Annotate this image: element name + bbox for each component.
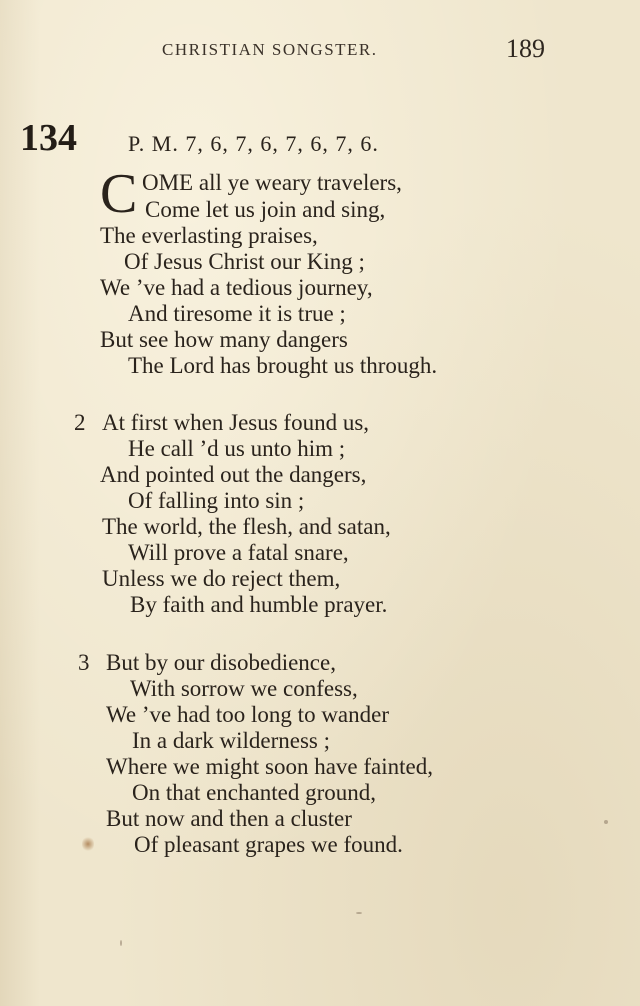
verse3-line-2: With sorrow we confess, <box>130 676 358 701</box>
verse2-line-4: Of falling into sin ; <box>128 488 305 513</box>
hymn-meter: P. M. 7, 6, 7, 6, 7, 6, 7, 6. <box>128 131 379 156</box>
verse1-line-7: But see how many dangers <box>100 327 348 352</box>
verse1-line-6: And tiresome it is true ; <box>128 301 346 326</box>
verse3-line-3: We ’ve had too long to wander <box>106 702 390 727</box>
hymn-number: 134 <box>20 117 77 159</box>
verse3-line-5: Where we might soon have fainted, <box>106 754 433 779</box>
verse3-line-8: Of pleasant grapes we found. <box>134 832 403 857</box>
verse2-number: 2 <box>74 410 86 435</box>
verse1-line-4: Of Jesus Christ our King ; <box>124 249 365 274</box>
verse1-line-5: We ’ve had a tedious journey, <box>100 275 373 300</box>
verse1-line-2: Come let us join and sing, <box>145 197 386 222</box>
verse2-line-7: Unless we do reject them, <box>102 566 341 591</box>
verse3-number: 3 <box>78 650 90 675</box>
verse2-line-3: And pointed out the dangers, <box>100 462 367 487</box>
verse3-line-7: But now and then a cluster <box>106 806 352 831</box>
paper-speck <box>356 912 362 914</box>
verse2-line-2: He call ’d us unto him ; <box>128 436 346 461</box>
paper-speck <box>120 940 122 946</box>
verse1-line-1: OME all ye weary travelers, <box>142 170 402 195</box>
paper-stain <box>82 836 94 852</box>
verse2-line-5: The world, the flesh, and satan, <box>102 514 391 539</box>
page-number: 189 <box>506 34 545 63</box>
paper-speck <box>604 820 608 824</box>
running-head: CHRISTIAN SONGSTER. <box>162 40 378 59</box>
drop-cap: C <box>100 163 138 225</box>
verse3-line-4: In a dark wilderness ; <box>132 728 330 753</box>
verse2-line-8: By faith and humble prayer. <box>130 592 388 617</box>
verse1-line-8: The Lord has brought us through. <box>128 353 438 378</box>
verse3-line-1: But by our disobedience, <box>106 650 336 675</box>
verse2-line-6: Will prove a fatal snare, <box>128 540 349 565</box>
verse2-line-1: At first when Jesus found us, <box>102 410 370 435</box>
verse3-line-6: On that enchanted ground, <box>132 780 376 805</box>
verse1-line-3: The everlasting praises, <box>100 223 318 248</box>
